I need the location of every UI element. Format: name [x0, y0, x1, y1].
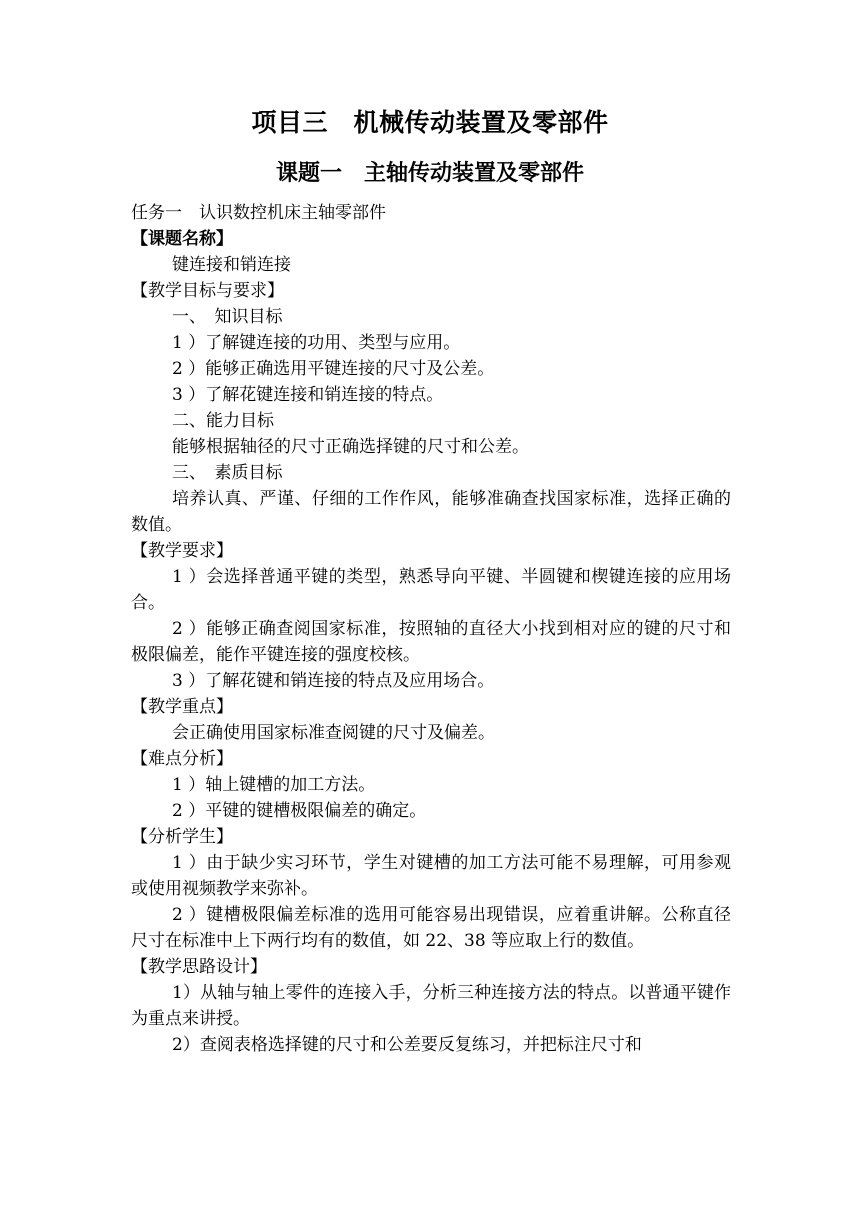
- ability-goals-heading: 二、能力目标: [172, 411, 274, 431]
- task-line: 任务一 认识数控机床主轴零部件: [131, 203, 386, 223]
- knowledge-goal-item: 1 ）了解键连接的功用、类型与应用。: [172, 333, 461, 353]
- student-analysis-item: 1 ）由于缺少实习环节，学生对键槽的加工方法可能不易理解，可用参观或使用视频教学来弥补。: [131, 853, 731, 899]
- section-heading-students: 【分析学生】: [131, 827, 233, 847]
- section-heading-difficulties: 【难点分析】: [131, 749, 233, 769]
- knowledge-goal-item: 3 ）了解花键连接和销连接的特点。: [172, 385, 444, 405]
- section-heading-requirements: 【教学要求】: [131, 541, 233, 561]
- difficulty-item: 2 ）平键的键槽极限偏差的确定。: [172, 801, 427, 821]
- section-heading-key-points: 【教学重点】: [131, 697, 233, 717]
- document-subtitle: 课题一 主轴传动装置及零部件: [275, 161, 584, 186]
- knowledge-goal-item: 2 ）能够正确选用平键连接的尺寸及公差。: [172, 359, 495, 379]
- difficulty-item: 1 ）轴上键槽的加工方法。: [172, 775, 376, 795]
- ability-goals-text: 能够根据轴径的尺寸正确选择键的尺寸和公差。: [172, 437, 529, 457]
- student-analysis-item: 2 ）键槽极限偏差标准的选用可能容易出现错误，应着重讲解。公称直径尺寸在标准中上下两行均有的数值，如 22、38 等应取上行的数值。: [131, 905, 731, 951]
- document-body: [131, 200, 731, 1058]
- knowledge-goals-heading: 一、 知识目标: [172, 307, 283, 327]
- quality-goals-heading: 三、 素质目标: [172, 463, 283, 483]
- requirement-item: 1 ）会选择普通平键的类型，熟悉导向平键、半圆键和楔键连接的应用场合。: [131, 567, 731, 613]
- key-points-text: 会正确使用国家标准查阅键的尺寸及偏差。: [172, 723, 495, 743]
- topic-name-text: 键连接和销连接: [172, 255, 291, 275]
- section-heading-goals: 【教学目标与要求】: [131, 281, 284, 301]
- design-item: 1）从轴与轴上零件的连接入手，分析三种连接方法的特点。以普通平键作为重点来讲授。: [131, 983, 731, 1029]
- quality-goals-text: 培养认真、严谨、仔细的工作作风，能够准确查找国家标准，选择正确的数值。: [131, 489, 731, 535]
- section-heading-topic-name: 【课题名称】: [131, 229, 233, 249]
- section-heading-design: 【教学思路设计】: [131, 957, 267, 977]
- design-item: 2）查阅表格选择键的尺寸和公差要反复练习，并把标注尺寸和: [172, 1035, 642, 1055]
- requirement-item: 3 ）了解花键和销连接的特点及应用场合。: [172, 671, 495, 691]
- requirement-item: 2 ）能够正确查阅国家标准，按照轴的直径大小找到相对应的键的尺寸和极限偏差，能作平键连接的强度校核。: [131, 619, 731, 665]
- document-title: 项目三 机械传动装置及零部件: [251, 108, 609, 137]
